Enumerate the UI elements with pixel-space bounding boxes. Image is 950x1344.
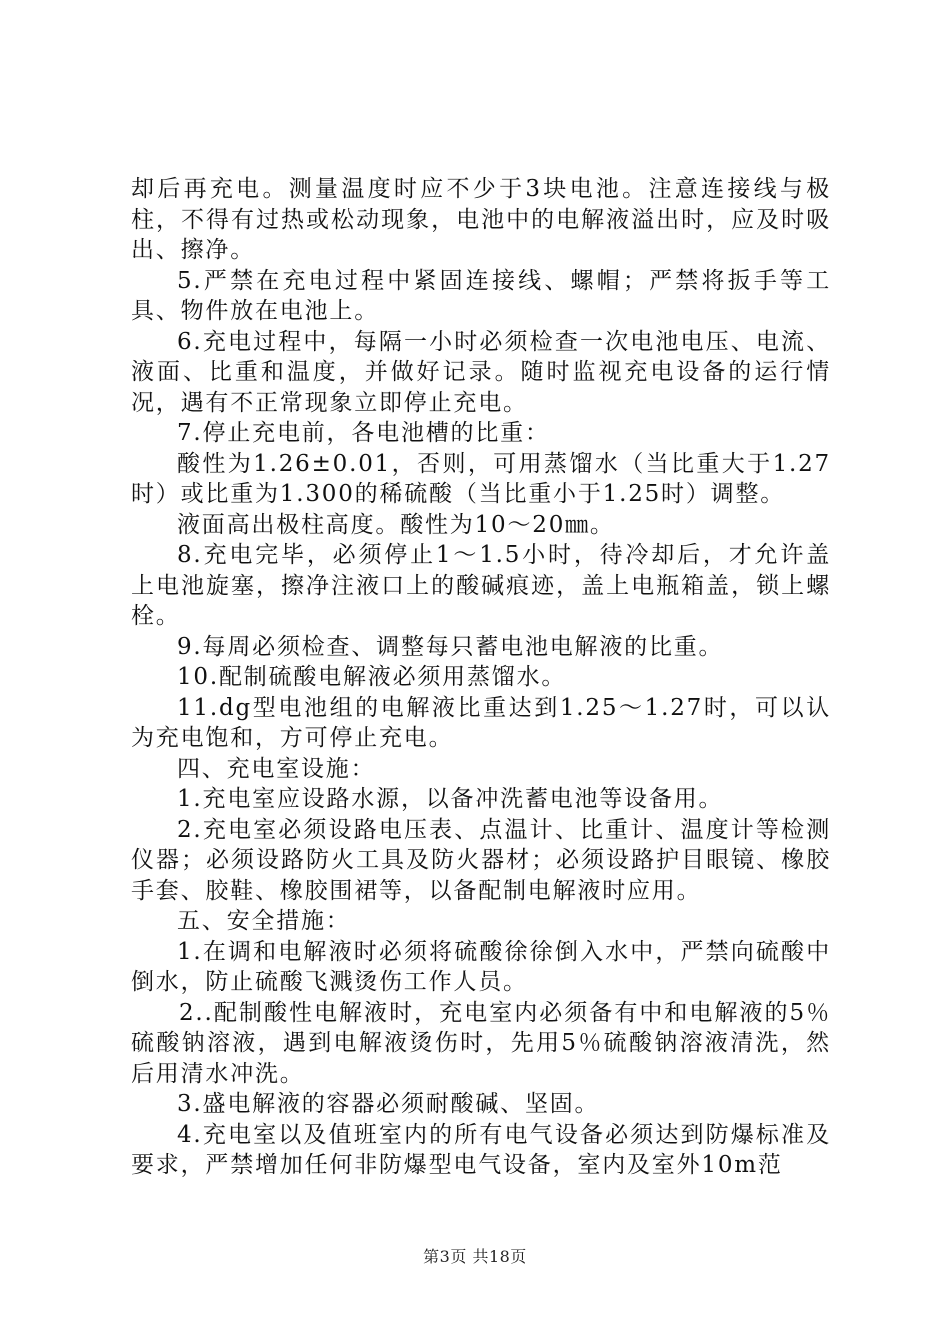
paragraph-12: 2.充电室必须设路电压表、点温计、比重计、温度计等检测仪器；必须设路防火工具及防火器材；必须设路护目眼镜、橡胶手套、胶鞋、橡胶围裙等，以备配制电解液时应用。	[131, 816, 831, 904]
paragraph-3: 7.停止充电前，各电池槽的比重：	[177, 420, 550, 446]
paragraph-0: 却后再充电。测量温度时应不少于3块电池。注意连接线与极柱，不得有过热或松动现象，电池中的电解液溢出时，应及时吸出、擦净。	[131, 176, 831, 263]
paragraph-14: 1.在调和电解液时必须将硫酸徐徐倒入水中，严禁向硫酸中倒水，防止硫酸飞溅烫伤工作人员。	[131, 938, 831, 995]
paragraph-5: 液面高出极柱高度。酸性为10～20㎜。	[177, 511, 615, 538]
document-body	[131, 174, 831, 1181]
paragraph-11: 1.充电室应设路水源，以备冲洗蓄电池等设备用。	[177, 786, 724, 812]
paragraph-1: 5.严禁在充电过程中紧固连接线、螺帽；严禁将扳手等工具、物件放在电池上。	[131, 267, 831, 324]
paragraph-13: 五、安全措施：	[177, 908, 351, 934]
paragraph-2: 6.充电过程中，每隔一小时必须检查一次电池电压、电流、液面、比重和温度，并做好记录。随时监视充电设备的运行情况，遇有不正常现象立即停止充电。	[131, 328, 831, 416]
paragraph-17: 4.充电室以及值班室内的所有电气设备必须达到防爆标准及要求，严禁增加任何非防爆型电气设备，室内及室外10m范	[131, 1121, 831, 1178]
paragraph-8: 10.配制硫酸电解液必须用蒸馏水。	[177, 664, 567, 690]
paragraph-4: 酸性为1.26±0.01，否则，可用蒸馏水（当比重大于1.27时）或比重为1.300的稀硫酸（当比重小于1.25时）调整。	[131, 450, 831, 507]
paragraph-15: 2..配制酸性电解液时，充电室内必须备有中和电解液的5％硫酸钠溶液，遇到电解液烫伤时，先用5％硫酸钠溶液清洗，然后用清水冲洗。	[131, 999, 831, 1087]
paragraph-7: 9.每周必须检查、调整每只蓄电池电解液的比重。	[177, 633, 724, 660]
paragraph-9: 11.dg型电池组的电解液比重达到1.25～1.27时，可以认为充电饱和，方可停止充电。	[131, 694, 831, 751]
paragraph-6: 8.充电完毕，必须停止1～1.5小时，待冷却后，才允许盖上电池旋塞，擦净注液口上的酸碱痕迹，盖上电瓶箱盖，锁上螺栓。	[131, 542, 831, 629]
page-footer: 第3页 共18页	[423, 1247, 527, 1266]
paragraph-10: 四、充电室设施：	[177, 755, 376, 782]
paragraph-16: 3.盛电解液的容器必须耐酸碱、坚固。	[177, 1091, 600, 1117]
